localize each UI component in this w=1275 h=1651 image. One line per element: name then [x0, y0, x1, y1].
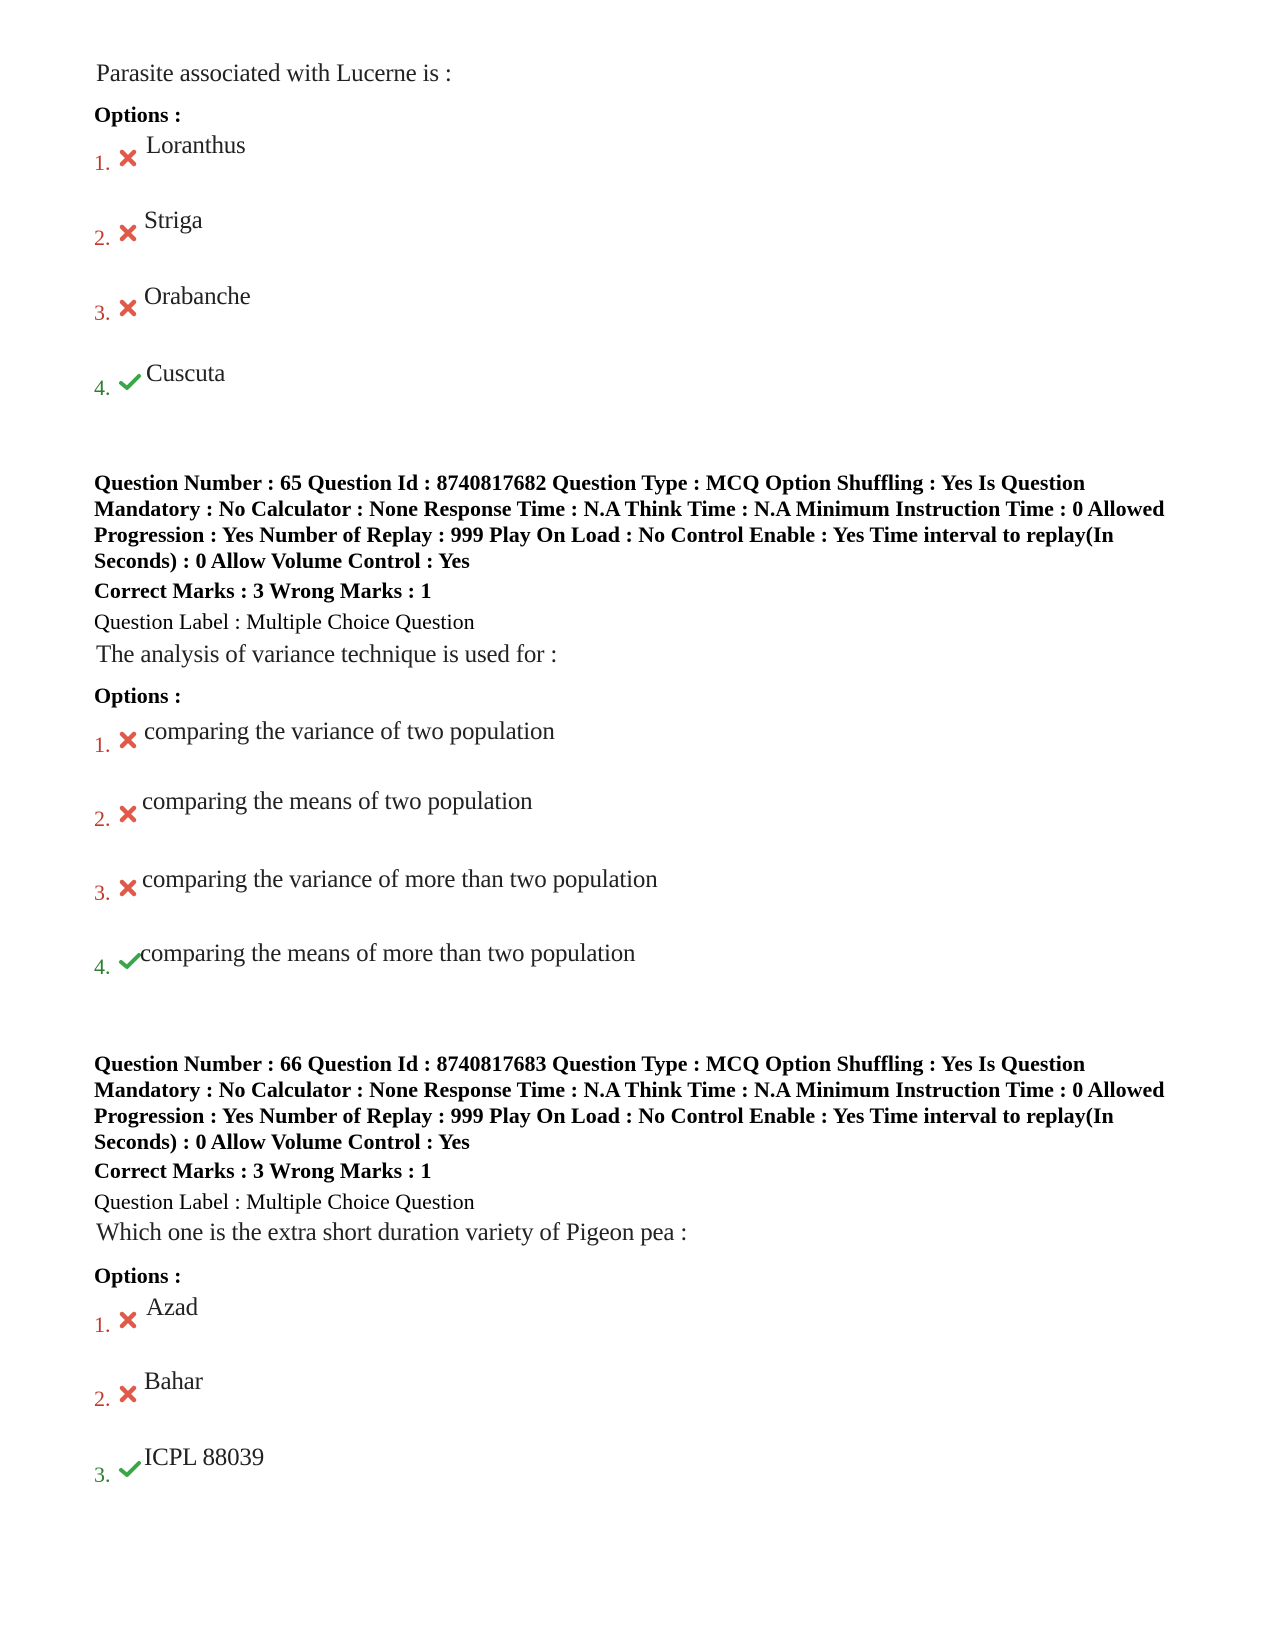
- option-number: 3.: [94, 1462, 111, 1487]
- option-item: [94, 132, 994, 175]
- option-text: Orabanche: [144, 283, 251, 310]
- option-number: 2.: [94, 225, 111, 250]
- option-text: Bahar: [144, 1368, 203, 1395]
- option-item: [94, 360, 994, 400]
- option-number: 2.: [94, 1386, 111, 1411]
- option-number: 1.: [94, 1312, 111, 1337]
- option-text: Loranthus: [146, 132, 246, 159]
- cross-icon: [118, 1384, 138, 1404]
- option-text: comparing the variance of more than two population: [142, 866, 658, 893]
- cross-icon: [118, 223, 138, 243]
- cross-icon: [118, 804, 138, 824]
- option-text: ICPL 88039: [144, 1444, 264, 1471]
- question-text: Which one is the extra short duration variety of Pigeon pea :: [96, 1219, 688, 1246]
- question-label: Question Label : Multiple Choice Question: [94, 1189, 475, 1214]
- cross-icon: [118, 1310, 138, 1330]
- question-text: The analysis of variance technique is used for :: [96, 641, 558, 668]
- question-text: Parasite associated with Lucerne is :: [96, 60, 452, 87]
- option-item: [94, 788, 994, 831]
- cross-icon: [118, 878, 138, 898]
- option-text: comparing the means of two population: [142, 788, 533, 815]
- option-item: [94, 283, 994, 323]
- option-item: [94, 1444, 994, 1487]
- check-icon: [118, 372, 142, 392]
- option-number: 4.: [94, 375, 111, 400]
- option-text: Striga: [144, 207, 203, 234]
- option-item: [94, 940, 994, 980]
- option-number: 1.: [94, 732, 111, 757]
- option-text: comparing the means of more than two population: [140, 940, 636, 967]
- cross-icon: [118, 148, 138, 168]
- cross-icon: [118, 298, 138, 318]
- question-meta: Question Number : 66 Question Id : 8740817683 Question Type : MCQ Option Shuffling : Yes Is Question Mandatory : No Calculator : None Response Time : N.A Think Time : N.A Minimum Instruction Time : 0 Allowed Progression : Yes Number of Replay : 999 Play On Load : No Control Enable : Yes Time interval to replay(In Seconds) : 0 Allow Volume Control : Yes: [94, 1051, 1165, 1154]
- option-text: comparing the variance of two population: [144, 718, 555, 745]
- question-label: Question Label : Multiple Choice Question: [94, 609, 475, 634]
- option-number: 1.: [94, 150, 111, 175]
- option-item: [94, 207, 994, 250]
- option-item: [94, 1294, 994, 1337]
- option-number: 3.: [94, 300, 111, 325]
- options-heading: Options :: [94, 1263, 182, 1288]
- question-meta: Question Number : 65 Question Id : 8740817682 Question Type : MCQ Option Shuffling : Yes Is Question Mandatory : No Calculator : None Response Time : N.A Think Time : N.A Minimum Instruction Time : 0 Allowed Progression : Yes Number of Replay : 999 Play On Load : No Control Enable : Yes Time interval to replay(In Seconds) : 0 Allow Volume Control : Yes: [94, 470, 1165, 573]
- option-text: Cuscuta: [146, 360, 226, 387]
- marks-line: Correct Marks : 3 Wrong Marks : 1: [94, 1158, 432, 1183]
- option-item: [94, 866, 994, 906]
- option-number: 3.: [94, 880, 111, 905]
- options-heading: Options :: [94, 683, 182, 708]
- cross-icon: [118, 730, 138, 750]
- option-number: 2.: [94, 806, 111, 831]
- marks-line: Correct Marks : 3 Wrong Marks : 1: [94, 578, 432, 603]
- options-heading: Options :: [94, 102, 182, 127]
- option-text: Azad: [146, 1294, 198, 1321]
- option-number: 4.: [94, 954, 111, 979]
- check-icon: [118, 1459, 142, 1479]
- option-item: [94, 1368, 994, 1411]
- option-item: [94, 718, 994, 758]
- check-icon: [118, 951, 142, 971]
